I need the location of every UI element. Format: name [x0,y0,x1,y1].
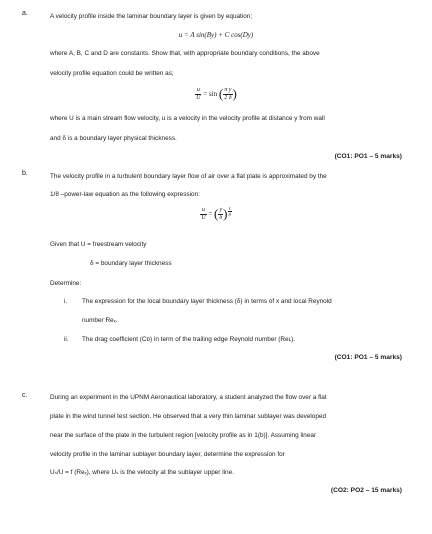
part-b-marks: (CO1: PO1 – 5 marks) [334,354,402,361]
part-b-equation: $\frac{u}{U}$ = ( $\frac{y}{\delta}$ ) $\frac{1}{8}$ [201,206,231,221]
part-a-equation1: u = A sin(By) + C cos(Dy) [178,31,254,39]
part-c-text4: velocity profile in the laminar sublayer boundary layer, determine the expression for [50,451,285,458]
part-b-given2: δ = boundary layer thickness [90,260,172,267]
part-a-equation2: $\frac{u}{U}$ = sin ( $\frac{\text{π y}}{2 \delta}$ ) [196,86,237,101]
part-c-marks: (CO2: PO2 – 15 marks) [330,487,402,494]
part-b-item-2-num: ii. [64,336,69,343]
part-b-label: b. [22,170,28,177]
part-b-item-1-line1: The expression for the local boundary layer thickness (δ) in terms of x and local Reynold [82,298,332,305]
part-b-given1: Given that U = freestream velocity [50,241,147,248]
part-c-text2: plate in the wind tunnel test section. He observed that a very thin laminar sublayer was developed [50,413,327,420]
part-c-text3: near the surface of the plate in the turbulent region [velocity profile as in 1(b)]. Assuming linear [50,432,317,439]
part-a-label: a. [22,10,28,17]
part-c-text1: During an experiment in the UPNM Aeronautical laboratory, a student analyzed the flow over a flat [50,394,327,401]
part-b-determine: Determine: [50,280,82,287]
part-a-text1: where A, B, C and D are constants. Show that, with appropriate boundary conditions, the above [50,50,320,57]
part-b-text2: 1/8 –power-law equation as the following expression: [50,191,200,198]
part-c-label: c. [22,392,28,399]
part-a-marks: (CO1: PO1 – 5 marks) [334,153,402,160]
part-a-text3: where U is a main stream flow velocity, u is a velocity in the velocity profile at distance y from wall [50,115,325,122]
part-a-text4: and δ is a boundary layer physical thickness. [50,135,177,142]
part-b-item-1-num: i. [64,298,68,305]
part-b-item-1-line2: number Reₓ. [82,317,118,324]
part-b-item-2-line1: The drag coefficient (Cᴅ) in term of the trailing edge Reynold number (Reʟ). [82,336,296,343]
part-a-intro: A velocity profile inside the laminar boundary layer is given by equation; [50,13,253,20]
part-b-text1: The velocity profile in a turbulent boundary layer flow of air over a flat plate is approximated by the [50,173,327,180]
part-a-text2: velocity profile equation could be written as; [50,70,174,77]
part-c-text5: Uₛ/U = f (Reₓ), where Uₛ is the velocity at the sublayer upper line. [50,469,234,476]
